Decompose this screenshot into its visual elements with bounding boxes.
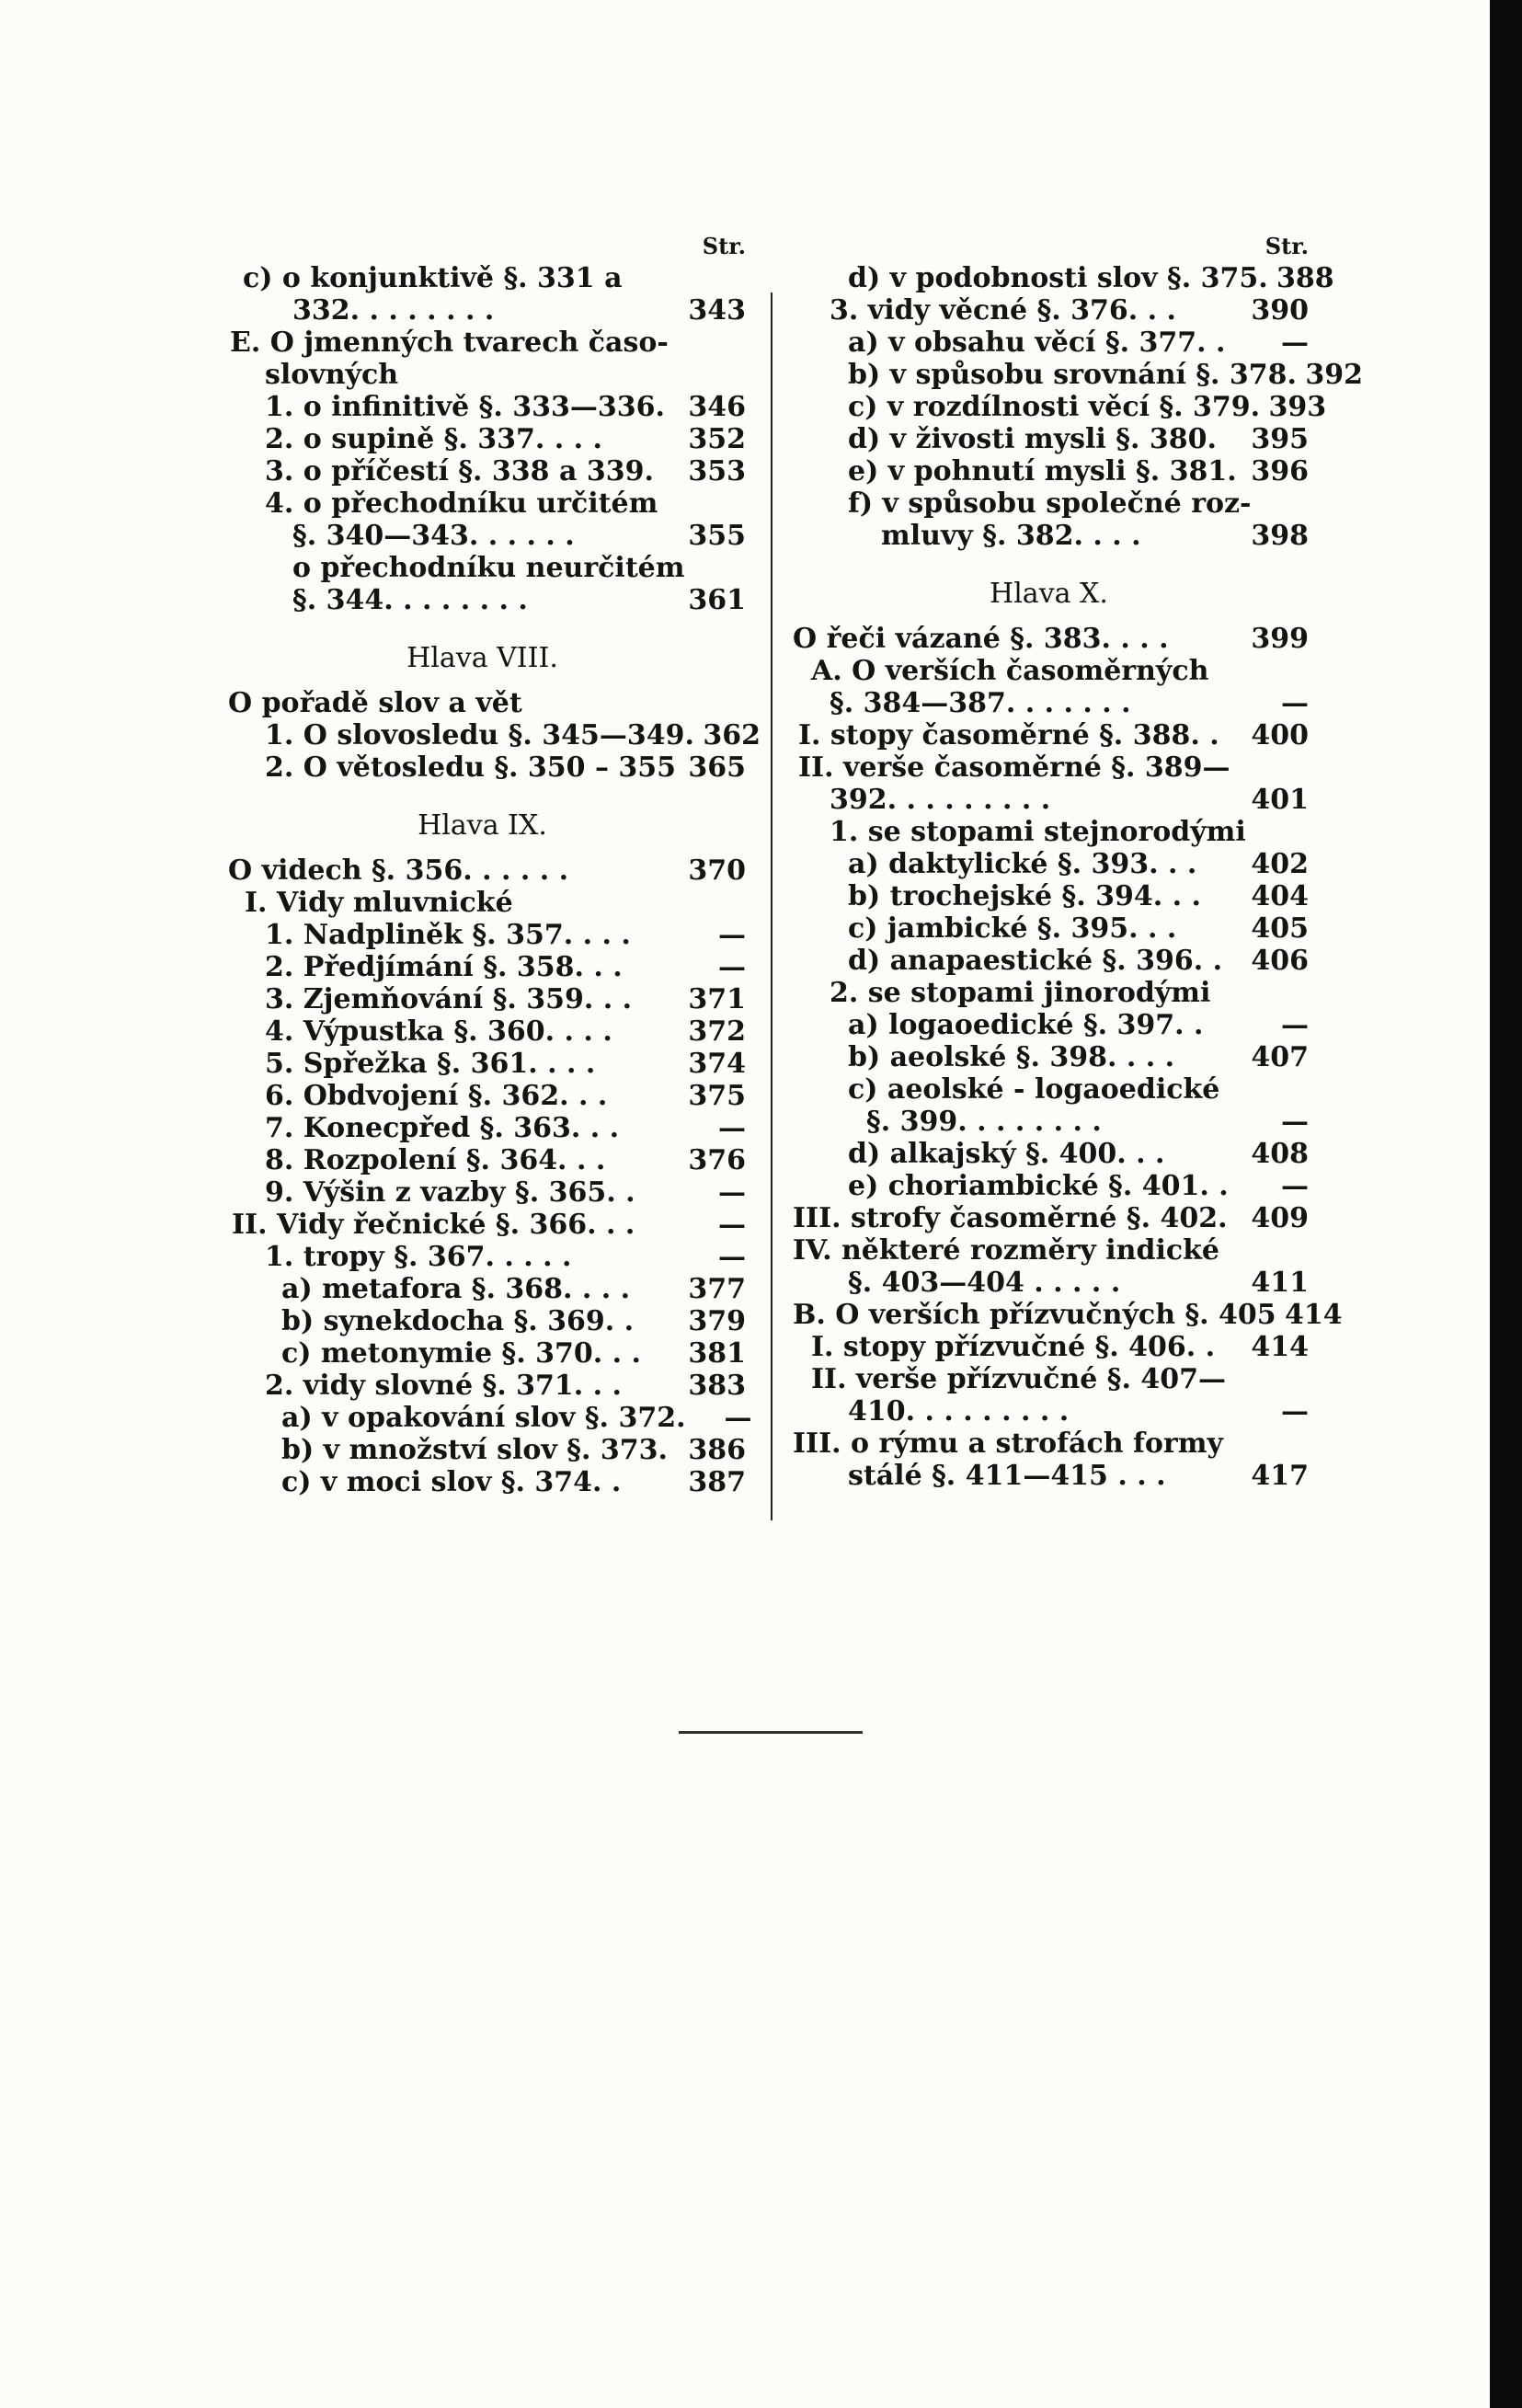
toc-entry-text: a) logaoedické §. 397. .	[848, 1009, 1204, 1041]
toc-entry-page: —	[718, 1112, 746, 1144]
toc-entry	[219, 1015, 746, 1048]
toc-entry-text: a) daktylické §. 393. . .	[848, 848, 1197, 880]
toc-entry-text: 332. . . . . . . .	[292, 294, 495, 327]
toc-entry-text: 4. o přechodníku určitém	[265, 487, 658, 520]
toc-entry	[789, 327, 1309, 359]
toc-entry-text: a) metafora §. 368. . . .	[281, 1273, 631, 1305]
toc-entry-text: II. Vidy řečnické §. 366. . .	[232, 1209, 635, 1241]
toc-entry	[789, 520, 1309, 552]
toc-entry-page: —	[1281, 1170, 1309, 1202]
toc-entry	[789, 1460, 1309, 1492]
toc-entry-text: 2. o supině §. 337. . . .	[265, 423, 602, 455]
toc-entry-page: 393	[1268, 391, 1327, 423]
toc-entry	[219, 1466, 746, 1498]
toc-entry	[219, 751, 746, 784]
toc-entry-page: —	[718, 919, 746, 951]
toc-entry-text: A. O verších časoměrných	[811, 655, 1209, 687]
toc-entry	[219, 423, 746, 455]
toc-entry-page: 343	[688, 294, 746, 327]
left-block-1	[219, 262, 746, 616]
toc-entry-text: 3. Zjemňování §. 359. . .	[265, 983, 633, 1015]
toc-entry-text: 3. vidy věcné §. 376. . .	[830, 294, 1176, 327]
toc-entry-text: B. O verších přízvučných §. 405	[793, 1299, 1276, 1331]
toc-entry-page: 371	[688, 983, 746, 1015]
toc-entry	[789, 1073, 1309, 1106]
toc-entry	[219, 854, 746, 887]
toc-entry-page: —	[718, 1241, 746, 1273]
toc-entry-text: b) synekdocha §. 369. .	[281, 1305, 635, 1337]
toc-entry-page: 401	[1251, 784, 1309, 816]
toc-entry-page: 374	[688, 1048, 746, 1080]
toc-entry-page: —	[718, 951, 746, 983]
toc-entry-text: d) v živosti mysli §. 380.	[848, 423, 1217, 455]
toc-entry-page: 417	[1251, 1460, 1309, 1492]
toc-entry-page: 365	[688, 751, 746, 784]
toc-entry-text: 8. Rozpolení §. 364. . .	[265, 1144, 606, 1176]
toc-entry-page: 377	[688, 1273, 746, 1305]
toc-entry-text: 1. O slovosledu §. 345—349.	[265, 719, 694, 751]
toc-entry-text: 2. O větosledu §. 350 – 355	[265, 751, 677, 784]
toc-entry-text: I. stopy časoměrné §. 388. .	[798, 719, 1219, 751]
toc-entry	[219, 487, 746, 520]
toc-entry-text: f) v spůsobu společné roz-	[848, 487, 1252, 520]
toc-entry	[789, 784, 1309, 816]
toc-entry-text: §. 384—387. . . . . . .	[830, 687, 1131, 719]
toc-entry	[219, 1112, 746, 1144]
toc-entry	[789, 1041, 1309, 1073]
toc-entry	[219, 1241, 746, 1273]
toc-entry-text: 2. vidy slovné §. 371. . .	[265, 1370, 622, 1402]
toc-entry	[789, 487, 1309, 520]
toc-entry	[789, 294, 1309, 327]
toc-entry	[789, 719, 1309, 751]
toc-entry-text: IV. některé rozměry indické	[793, 1234, 1220, 1267]
toc-entry	[219, 919, 746, 951]
toc-entry	[219, 1080, 746, 1112]
toc-entry-text: c) v moci slov §. 374. .	[281, 1466, 622, 1498]
toc-entry	[789, 1202, 1309, 1234]
toc-entry-page: 376	[688, 1144, 746, 1176]
toc-entry-page: —	[1281, 687, 1309, 719]
toc-entry-text: E. O jmenných tvarech časo-	[230, 327, 669, 359]
toc-entry-text: 392. . . . . . . . .	[830, 784, 1051, 816]
toc-entry-page: 409	[1251, 1202, 1309, 1234]
toc-entry-text: 4. Výpustka §. 360. . . .	[265, 1015, 612, 1048]
toc-entry-text: O videch §. 356. . . . . .	[228, 854, 569, 887]
toc-entry	[219, 1337, 746, 1370]
toc-entry-page: 392	[1305, 359, 1363, 391]
toc-entry-text: o přechodníku neurčitém	[292, 552, 685, 584]
toc-entry-text: 5. Spřežka §. 361. . . .	[265, 1048, 596, 1080]
toc-entry	[789, 262, 1334, 294]
left-column	[219, 230, 761, 1498]
toc-entry-page: 346	[688, 391, 746, 423]
toc-entry-text: b) aeolské §. 398. . . .	[848, 1041, 1175, 1073]
toc-entry-page: —	[1281, 1009, 1309, 1041]
toc-entry-text: I. stopy přízvučné §. 406. .	[811, 1331, 1216, 1363]
toc-entry	[789, 977, 1309, 1009]
toc-entry	[789, 1138, 1309, 1170]
toc-entry	[789, 848, 1309, 880]
chapter-heading-x: Hlava X.	[990, 578, 1108, 610]
toc-entry-text: 9. Výšin z vazby §. 365. .	[265, 1176, 635, 1209]
toc-entry	[789, 1395, 1309, 1428]
toc-entry	[789, 1428, 1309, 1460]
toc-entry-page: 398	[1251, 520, 1309, 552]
chapter-heading-ix: Hlava IX.	[418, 809, 547, 842]
toc-entry-text: 1. o infinitivě §. 333—336.	[265, 391, 665, 423]
toc-entry-page: 387	[688, 1466, 746, 1498]
toc-entry	[219, 687, 746, 719]
toc-entry-page: 383	[688, 1370, 746, 1402]
right-block-2	[789, 623, 1343, 1492]
toc-entry	[219, 391, 746, 423]
toc-entry	[219, 262, 746, 294]
toc-entry-text: III. strofy časoměrné §. 402.	[793, 1202, 1228, 1234]
toc-entry	[219, 327, 746, 359]
toc-entry-page: 381	[688, 1337, 746, 1370]
toc-entry-page: 408	[1251, 1138, 1309, 1170]
toc-entry-text: a) v obsahu věcí §. 377. .	[848, 327, 1226, 359]
toc-entry	[789, 1363, 1309, 1395]
toc-entry-page: 370	[688, 854, 746, 887]
toc-entry-page: —	[1281, 1395, 1309, 1428]
toc-entry-text: 6. Obdvojení §. 362. . .	[265, 1080, 608, 1112]
toc-entry-text: III. o rýmu a strofách formy	[793, 1428, 1223, 1460]
toc-entry	[789, 423, 1309, 455]
toc-entry-text: d) alkajský §. 400. . .	[848, 1138, 1165, 1170]
toc-entry-text: I. Vidy mluvnické	[245, 887, 513, 919]
toc-entry	[789, 1267, 1309, 1299]
toc-entry	[789, 816, 1309, 848]
toc-entry-page: 390	[1251, 294, 1309, 327]
toc-entry-text: a) v opakování slov §. 372.	[281, 1402, 686, 1434]
toc-entry-text: O řeči vázané §. 383. . . .	[793, 623, 1169, 655]
toc-entry-page: 405	[1251, 912, 1309, 945]
toc-entry-page: 396	[1251, 455, 1309, 487]
toc-entry-text: c) v rozdílnosti věcí §. 379.	[848, 391, 1261, 423]
toc-entry-text: II. verše časoměrné §. 389—	[798, 751, 1230, 784]
toc-entry-text: e) choriambické §. 401. .	[848, 1170, 1229, 1202]
scan-edge	[1490, 0, 1522, 2408]
toc-entry	[789, 751, 1309, 784]
toc-entry-page: 361	[688, 584, 746, 616]
toc-entry-text: 2. Předjímání §. 358. . .	[265, 951, 623, 983]
toc-entry	[789, 1331, 1309, 1363]
toc-entry-text: stálé §. 411—415 . . .	[848, 1460, 1166, 1492]
toc-entry	[219, 951, 746, 983]
toc-entry-text: §. 399. . . . . . . .	[866, 1106, 1102, 1138]
toc-entry-page: 400	[1251, 719, 1309, 751]
toc-entry	[219, 1048, 746, 1080]
toc-entry	[789, 1106, 1309, 1138]
page-column-header: Str.	[702, 233, 746, 259]
toc-entry-page: 414	[1285, 1299, 1343, 1331]
toc-entry	[219, 983, 746, 1015]
toc-entry	[789, 1234, 1309, 1267]
toc-entry	[219, 294, 746, 327]
toc-entry-text: 1. Nadpliněk §. 357. . . .	[265, 919, 631, 951]
toc-entry-page: 386	[688, 1434, 746, 1466]
toc-entry	[789, 1170, 1309, 1202]
toc-entry-text: 410. . . . . . . . .	[848, 1395, 1070, 1428]
toc-entry-page: —	[724, 1402, 752, 1434]
toc-entry-text: 3. o příčestí §. 338 a 339.	[265, 455, 654, 487]
end-rule	[679, 1731, 863, 1734]
toc-entry-text: 1. se stopami stejnorodými	[830, 816, 1246, 848]
toc-entry-text: c) metonymie §. 370. . .	[281, 1337, 641, 1370]
toc-entry-page: 395	[1251, 423, 1309, 455]
toc-entry	[219, 1209, 746, 1241]
toc-entry-text: c) aeolské - logaoedické	[848, 1073, 1220, 1106]
toc-entry-page: 362	[703, 719, 761, 751]
toc-entry-page: 402	[1251, 848, 1309, 880]
toc-entry	[789, 687, 1309, 719]
toc-entry-page: 388	[1276, 262, 1334, 294]
toc-entry	[789, 359, 1363, 391]
toc-entry-page: 379	[688, 1305, 746, 1337]
left-block-3	[219, 854, 752, 1498]
toc-entry-text: §. 340—343. . . . . .	[292, 520, 575, 552]
toc-entry-page: —	[1281, 1106, 1309, 1138]
toc-entry	[219, 455, 746, 487]
toc-entry	[219, 719, 761, 751]
toc-entry-page: 407	[1251, 1041, 1309, 1073]
toc-entry-text: e) v pohnutí mysli §. 381.	[848, 455, 1237, 487]
toc-entry	[789, 912, 1309, 945]
left-block-2	[219, 687, 761, 784]
toc-entry-page: 375	[688, 1080, 746, 1112]
toc-entry	[789, 623, 1309, 655]
toc-entry-page: 372	[688, 1015, 746, 1048]
toc-entry-text: d) v podobnosti slov §. 375.	[848, 262, 1268, 294]
toc-entry-page: 404	[1251, 880, 1309, 912]
toc-entry	[789, 455, 1309, 487]
toc-entry-page: 399	[1251, 623, 1309, 655]
toc-entry-page: —	[718, 1209, 746, 1241]
toc-entry-text: 1. tropy §. 367. . . . .	[265, 1241, 572, 1273]
toc-entry-text: §. 344. . . . . . . .	[292, 584, 528, 616]
toc-entry-text: mluvy §. 382. . . .	[881, 520, 1141, 552]
toc-entry	[219, 520, 746, 552]
toc-entry-page: 352	[688, 423, 746, 455]
toc-entry	[219, 1370, 746, 1402]
toc-entry-text: b) v množství slov §. 373.	[281, 1434, 668, 1466]
toc-entry-text: d) anapaestické §. 396. .	[848, 945, 1223, 977]
column-divider	[771, 292, 772, 1520]
page-column-header: Str.	[1265, 233, 1309, 259]
toc-entry	[219, 1434, 746, 1466]
toc-entry-text: 2. se stopami jinorodými	[830, 977, 1211, 1009]
toc-entry-page: 411	[1251, 1267, 1309, 1299]
toc-entry	[219, 1144, 746, 1176]
toc-entry	[219, 1402, 752, 1434]
toc-entry	[789, 1299, 1343, 1331]
toc-entry	[789, 945, 1309, 977]
toc-entry	[219, 1176, 746, 1209]
toc-entry-text: b) v spůsobu srovnání §. 378.	[848, 359, 1297, 391]
toc-entry-text: 7. Konecpřed §. 363. . .	[265, 1112, 620, 1144]
toc-entry-page: 353	[688, 455, 746, 487]
toc-entry-text: c) jambické §. 395. . .	[848, 912, 1177, 945]
toc-entry	[789, 1009, 1309, 1041]
toc-entry	[219, 1273, 746, 1305]
toc-entry-text: II. verše přízvučné §. 407—	[811, 1363, 1226, 1395]
right-block-1	[789, 262, 1363, 552]
toc-entry-page: 355	[688, 520, 746, 552]
toc-entry	[219, 1305, 746, 1337]
toc-entry	[789, 880, 1309, 912]
toc-entry	[219, 887, 746, 919]
toc-entry-page: —	[718, 1176, 746, 1209]
toc-entry-text: slovných	[265, 359, 399, 391]
toc-entry	[219, 359, 746, 391]
chapter-heading-viii: Hlava VIII.	[406, 642, 558, 674]
toc-entry-page: —	[1281, 327, 1309, 359]
toc-entry	[789, 391, 1327, 423]
toc-entry	[789, 655, 1309, 687]
toc-entry-text: b) trochejské §. 394. . .	[848, 880, 1201, 912]
toc-entry-text: c) o konjunktivě §. 331 a	[243, 262, 623, 294]
right-column	[789, 230, 1363, 1492]
toc-entry-page: 414	[1251, 1331, 1309, 1363]
toc-entry	[219, 584, 746, 616]
toc-entry	[219, 552, 746, 584]
toc-entry-text: §. 403—404 . . . . .	[848, 1267, 1121, 1299]
toc-entry-text: O pořadě slov a vět	[228, 687, 522, 719]
toc-entry-page: 406	[1251, 945, 1309, 977]
